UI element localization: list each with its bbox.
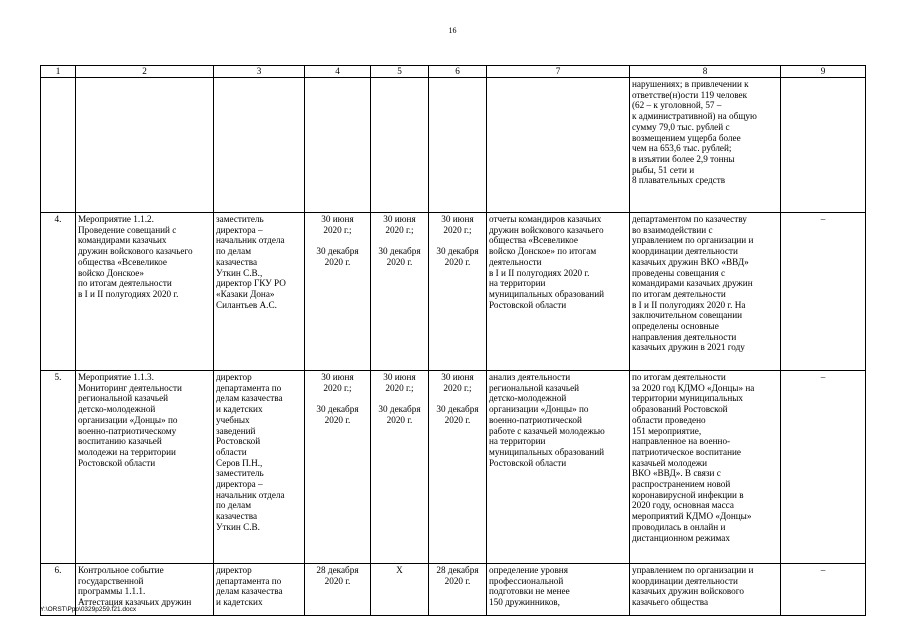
- col-header-1: 1: [41, 66, 76, 78]
- expected-result-cell: [487, 78, 630, 213]
- planned-date-cell: 30 июня 2020 г.; 30 декабря 2020 г.: [305, 371, 371, 564]
- col-header-9: 9: [781, 66, 866, 78]
- table-row: [41, 78, 866, 213]
- notes-cell: [781, 78, 866, 213]
- header-row: [41, 66, 866, 78]
- start-date-cell: Х: [371, 564, 429, 616]
- start-date-cell: 30 июня 2020 г.; 30 декабря 2020 г.: [371, 213, 429, 371]
- planned-date-cell: [305, 78, 371, 213]
- table-row: [41, 371, 866, 564]
- col-header-3: 3: [214, 66, 305, 78]
- actual-result-cell: управлением по организации и координации деятельности казачьих дружин войскового казачьего общества: [630, 564, 781, 616]
- end-date-cell: 30 июня 2020 г.; 30 декабря 2020 г.: [429, 371, 487, 564]
- row-number: [41, 78, 76, 213]
- start-date-cell: 30 июня 2020 г.; 30 декабря 2020 г.: [371, 371, 429, 564]
- report-table: [40, 65, 866, 616]
- notes-cell: –: [781, 213, 866, 371]
- responsible-cell: директор департамента по делам казачества и кадетских: [214, 564, 305, 616]
- actual-result-cell: нарушениях; в привлечении к ответстве(н)ости 119 человек (62 – к уголовной, 57 – к административной) на общую сумму 79,0 тыс. рублей с возмещением ущерба более чем на 653,6 тыс. рублей; в изъятии более 2,9 тонны рыбы, 51 сети и 8 плавательных средств: [630, 78, 781, 213]
- notes-cell: –: [781, 371, 866, 564]
- col-header-8: 8: [630, 66, 781, 78]
- table-row: [41, 564, 866, 616]
- activity-cell: Контрольное событие государственной программы 1.1.1. Аттестация казачьих дружин: [76, 564, 214, 616]
- table-row: [41, 213, 866, 371]
- activity-cell: [76, 78, 214, 213]
- row-number: 4.: [41, 213, 76, 371]
- planned-date-cell: 30 июня 2020 г.; 30 декабря 2020 г.: [305, 213, 371, 371]
- row-number: 6.: [41, 564, 76, 616]
- planned-date-cell: 28 декабря 2020 г.: [305, 564, 371, 616]
- col-header-6: 6: [429, 66, 487, 78]
- expected-result-cell: определение уровня профессиональной подготовки не менее 150 дружинников,: [487, 564, 630, 616]
- end-date-cell: 30 июня 2020 г.; 30 декабря 2020 г.: [429, 213, 487, 371]
- responsible-cell: заместитель директора – начальник отдела по делам казачества Уткин С.В., директор ГКУ РО «Казаки Дона» Силантьев А.С.: [214, 213, 305, 371]
- actual-result-cell: департаментом по казачеству во взаимодействии с управлением по организации и координации деятельности казачьих дружин ВКО «ВВД» проведены совещания с командирами казачьих дружин по итогам деятельности в I и II полугодиях 2020 г. На заключительном совещании определены основные направления деятельности казачьих дружин в 2021 году: [630, 213, 781, 371]
- responsible-cell: [214, 78, 305, 213]
- col-header-2: 2: [76, 66, 214, 78]
- col-header-4: 4: [305, 66, 371, 78]
- expected-result-cell: отчеты командиров казачьих дружин войскового казачьего общества «Всевеликое войско Донское» по итогам деятельности в I и II полугодиях 2020 г. на территории муниципальных образований Ростовской области: [487, 213, 630, 371]
- end-date-cell: [429, 78, 487, 213]
- file-path-footer: Y:\ORST\Ppo\0329p259.f21.docx: [40, 606, 137, 613]
- responsible-cell: директор департамента по делам казачества и кадетских учебных заведений Ростовской области Серов П.Н., заместитель директора – начальник отдела по делам казачества Уткин С.В.: [214, 371, 305, 564]
- end-date-cell: 28 декабря 2020 г.: [429, 564, 487, 616]
- notes-cell: –: [781, 564, 866, 616]
- activity-cell: Мероприятие 1.1.2. Проведение совещаний с командирами казачьих дружин войскового казачьего общества «Всевеликое войско Донское» по итогам деятельности в I и II полугодиях 2020 г.: [76, 213, 214, 371]
- col-header-7: 7: [487, 66, 630, 78]
- start-date-cell: [371, 78, 429, 213]
- expected-result-cell: анализ деятельности региональной казачьей детско-молодежной организации «Донцы» по военно-патриотической работе с казачьей молодежью на территории муниципальных образований Ростовской области: [487, 371, 630, 564]
- row-number: 5.: [41, 371, 76, 564]
- page-number: 16: [448, 26, 457, 35]
- col-header-5: 5: [371, 66, 429, 78]
- actual-result-cell: по итогам деятельности за 2020 год КДМО «Донцы» на территории муниципальных образований Ростовской области проведено 151 мероприятие, направленное на военно- патриотическое воспитание казачьей молодежи ВКО «ВВД». В связи с распространением новой коронавирусной инфекции в 2020 году, основная масса мероприятий КДМО «Донцы» проводилась в онлайн и дистанционном режимах: [630, 371, 781, 564]
- activity-cell: Мероприятие 1.1.3. Мониторинг деятельности региональной казачьей детско-молодежной организации «Донцы» по военно-патриотическому воспитанию казачьей молодежи на территории Ростовской области: [76, 371, 214, 564]
